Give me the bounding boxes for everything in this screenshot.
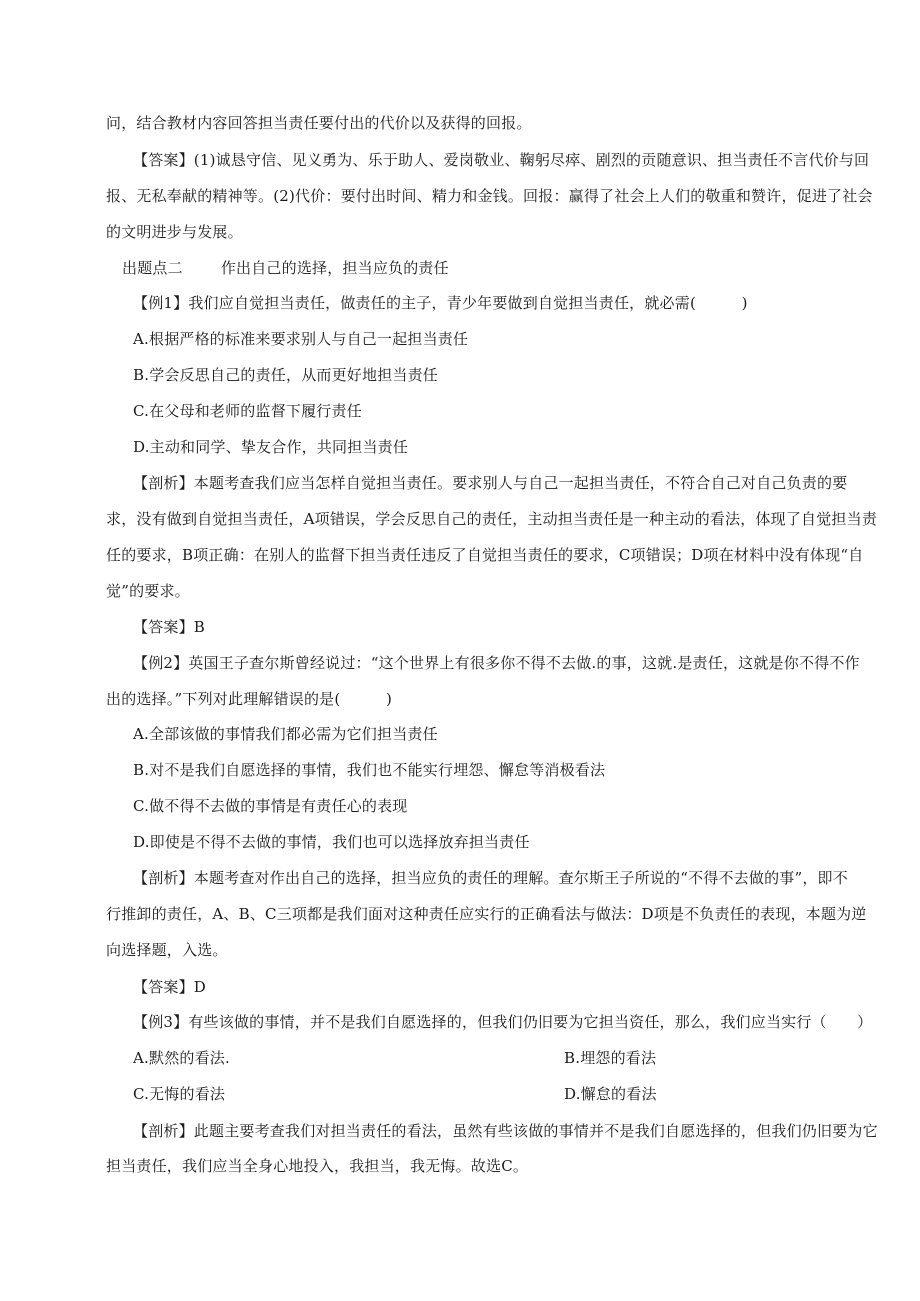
- question-stem: 【例2】英国王子查尔斯曾经说过：“这个世界上有很多你不得不去做.的事，这就.是责任，这就是你不得不作: [133, 654, 860, 672]
- option-a: A.根据严格的标准来要求别人与自己一起担当责任: [133, 330, 469, 348]
- analysis-paragraph-line: 担当责任，我们应当全身心地投入，我担当，我无悔。故选C。: [106, 1157, 529, 1175]
- analysis-paragraph-line: 【剖析】本题考查我们应当怎样自觉担当责任。要求别人与自己一起担当责任，不符合自己对自己负责的要: [133, 474, 848, 492]
- analysis-paragraph-line: 向选择题，入选。: [106, 941, 228, 959]
- section-number: 出题点二: [122, 259, 183, 277]
- analysis-paragraph-line: 觉”的要求。: [106, 582, 190, 600]
- answer-paragraph-line: 的文明进步与发展。: [106, 223, 243, 241]
- section-title: 作出自己的选择，担当应负的责任: [220, 259, 449, 277]
- option-c: C.做不得不去做的事情是有责任心的表现: [133, 797, 408, 815]
- option-d: D.主动和同学、挚友合作，共同担当责任: [133, 438, 409, 456]
- answer-line: 【答案】B: [133, 618, 206, 636]
- option-d: D.即使是不得不去做的事情，我们也可以选择放弃担当责任: [133, 833, 530, 851]
- question-stem: 出的选择。”下列对此理解错误的是( ): [106, 690, 393, 708]
- option-b: B.埋怨的看法: [564, 1049, 657, 1067]
- option-c: C.在父母和老师的监督下履行责任: [133, 402, 362, 420]
- question-stem: 【例3】有些该做的事情，并不是我们自愿选择的，但我们仍旧要为它担当资任，那么，我们应当实行（ ）: [133, 1013, 873, 1031]
- analysis-paragraph-line: 求，没有做到自觉担当责任，A项错误，学会反思自己的责任，主动担当责任是一种主动的看法，体现了自觉担当责: [106, 510, 878, 528]
- analysis-paragraph-line: 【剖析】本题考查对作出自己的选择，担当应负的责任的理解。查尔斯王子所说的“不得不去做的事”，即不: [133, 869, 848, 887]
- analysis-paragraph-line: 任的要求，B项正确：在别人的监督下担当责任违反了自觉担当责任的要求，C项错误；D项在材料中没有体现“自: [106, 546, 864, 564]
- section-heading: [122, 258, 834, 278]
- answer-paragraph-line: 报、无私奉献的精神等。(2)代价：要付出时间、精力和金钱。回报：赢得了社会上人们的敬重和赞许，促进了社会: [106, 187, 873, 205]
- option-a: A.默然的看法.: [133, 1049, 230, 1067]
- answer-line: 【答案】D: [133, 978, 207, 996]
- analysis-paragraph-line: 【剖析】此题主要考查我们对担当责任的看法，虽然有些该做的事情并不是我们自愿选择的，但我们仍旧要为它: [133, 1122, 878, 1140]
- option-b: B.对不是我们自愿选择的事情，我们也不能实行埋怨、懈怠等消极看法: [133, 761, 606, 779]
- text-line: 问，结合教材内容回答担当责任要付出的代价以及获得的回报。: [106, 114, 532, 132]
- option-a: A.全部该做的事情我们都必需为它们担当责任: [133, 725, 438, 743]
- question-stem: 【例1】我们应自觉担当责任，做责任的主子，青少年要做到自觉担当责任，就必需( ): [133, 294, 748, 312]
- analysis-paragraph-line: 行推卸的责任，A、B、C三项都是我们面对这种责任应实行的正确看法与做法：D项是不负责任的表现，本题为逆: [106, 905, 867, 923]
- answer-paragraph-line: 【答案】(1)诚恳守信、见义勇为、乐于助人、爱岗敬业、鞠躬尽瘁、剧烈的贡随意识、担当责任不言代价与回: [133, 151, 870, 169]
- option-d: D.懈怠的看法: [564, 1085, 657, 1103]
- option-c: C.无悔的看法: [133, 1085, 226, 1103]
- option-b: B.学会反思自己的责任，从而更好地担当责任: [133, 366, 438, 384]
